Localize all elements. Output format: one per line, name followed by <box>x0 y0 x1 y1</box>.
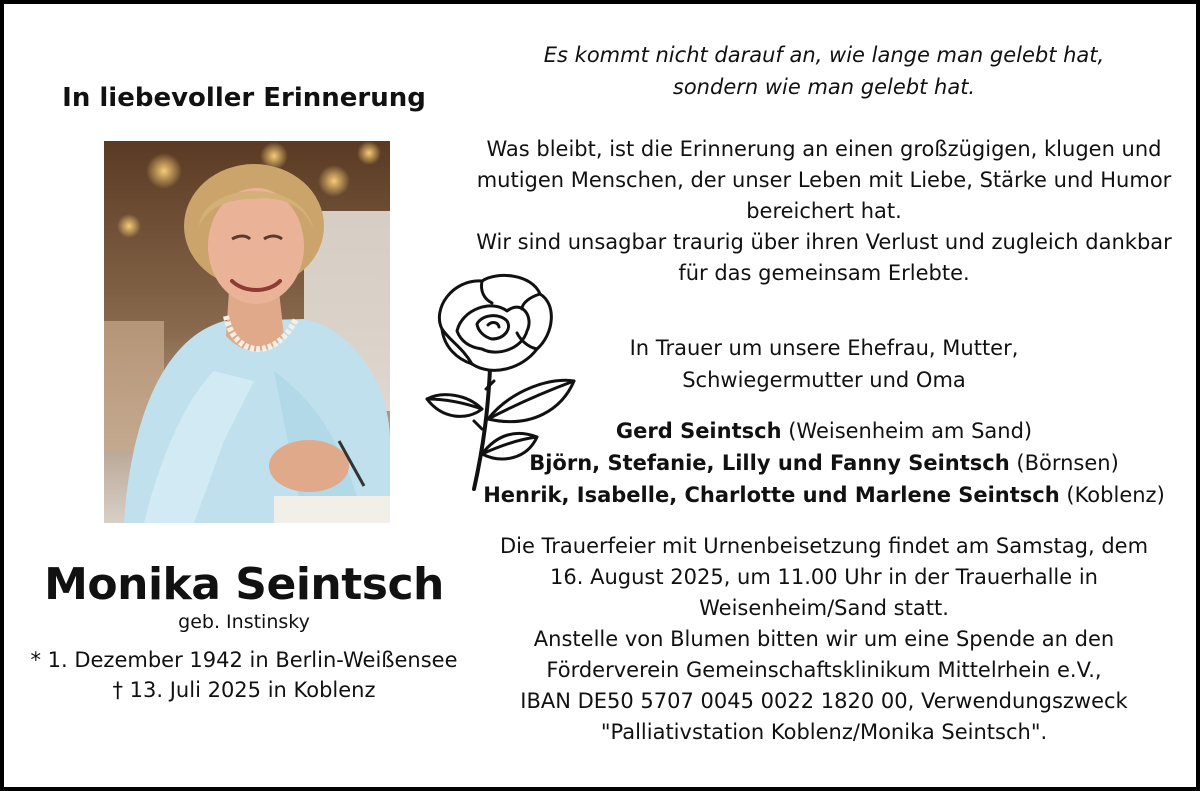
mourning-line: In Trauer um unsere Ehefrau, Mutter, <box>629 336 1019 360</box>
family-entry <box>474 415 1174 447</box>
family-list <box>474 415 1174 511</box>
service-line: 16. August 2025, um 11.00 Uhr in der Trauerhalle in <box>550 565 1098 589</box>
quote-line: sondern wie man gelebt hat. <box>672 75 976 99</box>
tribute-text <box>474 134 1174 289</box>
service-line: Weisenheim/Sand statt. <box>699 596 949 620</box>
family-entry <box>474 479 1174 511</box>
tribute-line: mutigen Menschen, der unser Leben mit Liebe, Stärke und Humor <box>476 168 1172 192</box>
service-line: Die Trauerfeier mit Urnenbeisetzung findet am Samstag, dem <box>499 534 1149 558</box>
service-line: Förderverein Gemeinschaftsklinikum Mittelrhein e.V., <box>546 658 1102 682</box>
memorial-heading: In liebevoller Erinnerung <box>62 83 426 113</box>
birth-date: * 1. Dezember 1942 in Berlin-Weißensee <box>30 648 458 672</box>
service-line: Anstelle von Blumen bitten wir um eine Spende an den <box>533 627 1115 651</box>
tribute-line: Wir sind unsagbar traurig über ihren Verlust und zugleich dankbar <box>476 230 1172 254</box>
family-entry <box>474 447 1174 479</box>
family-names: Gerd Seintsch <box>615 419 782 443</box>
mourning-line: Schwiegermutter und Oma <box>682 368 966 392</box>
quote-line: Es kommt nicht darauf an, wie lange man gelebt hat, <box>543 43 1105 67</box>
family-place: (Börnsen) <box>1016 451 1119 475</box>
maiden-name: geb. Instinsky <box>178 611 310 633</box>
tribute-line: Was bleibt, ist die Erinnerung an einen großzügigen, klugen und <box>486 137 1162 161</box>
family-place: (Weisenheim am Sand) <box>788 419 1033 443</box>
family-place: (Koblenz) <box>1066 483 1165 507</box>
deceased-name: Monika Seintsch <box>44 559 444 610</box>
mourning-text <box>584 332 1064 396</box>
portrait-photo <box>104 141 390 523</box>
service-line: "Palliativstation Koblenz/Monika Seintsch". <box>600 720 1048 744</box>
family-names: Henrik, Isabelle, Charlotte und Marlene Seintsch <box>483 483 1060 507</box>
service-line: IBAN DE50 5707 0045 0022 1820 00, Verwendungszweck <box>520 689 1128 713</box>
quote <box>474 39 1174 103</box>
tribute-line: für das gemeinsam Erlebte. <box>678 261 970 285</box>
tribute-line: bereichert hat. <box>746 199 902 223</box>
service-info <box>474 531 1174 748</box>
death-date: † 13. Juli 2025 in Koblenz <box>112 678 376 702</box>
family-names: Björn, Stefanie, Lilly und Fanny Seintsch <box>529 451 1010 475</box>
